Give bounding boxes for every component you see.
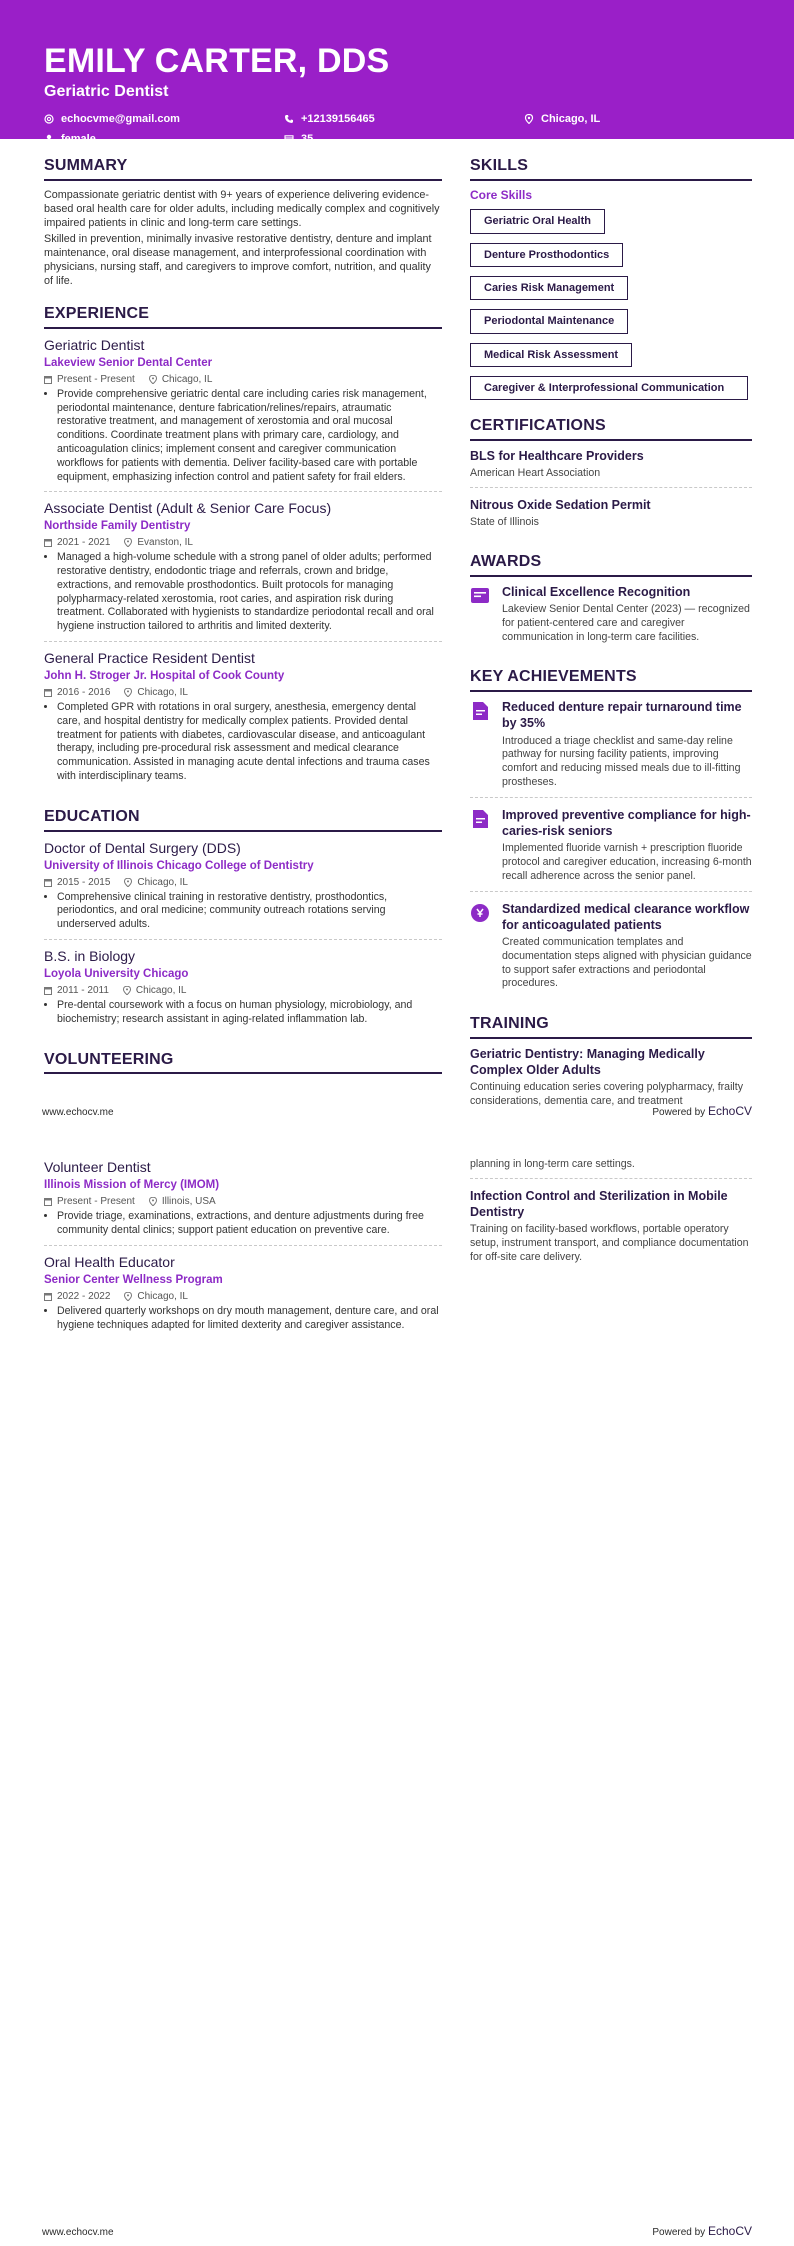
entry-meta xyxy=(44,876,442,889)
volunteer-role: Volunteer Dentist xyxy=(44,1159,151,1175)
entry-bullet: • Provide comprehensive geriatric dental care including caries risk management, periodontal maintenance, denture fabrication/relines/repairs, atraumatic restorative treatment, and management of xerostomia and oral mucosal conditions. Coordinate treatment plans with primary care, cardiology, and anticoagulation clinics; implement consent and caregiver communication workflows for patients with dementia. Deliver facility-based care with portable equipment, emphasizing infection control and patient safety for frail elders. xyxy=(57,388,442,484)
calendar-icon xyxy=(44,375,52,384)
awards-heading: AWARDS xyxy=(470,552,752,577)
education-entry xyxy=(44,947,442,1034)
achievement-title: Standardized medical clearance workflow for anticoagulated patients xyxy=(502,901,750,932)
employer: Northside Family Dentistry xyxy=(44,520,191,533)
entry-dates: 2016 - 2016 xyxy=(57,687,111,699)
achievement-title: Improved preventive compliance for high-caries-risk seniors xyxy=(502,807,751,838)
location-pin-icon xyxy=(524,114,534,124)
location-pin-icon xyxy=(124,688,132,697)
achievements-heading: KEY ACHIEVEMENTS xyxy=(470,667,752,692)
summary-section xyxy=(44,156,442,288)
age-text: 35 xyxy=(301,133,314,146)
powered-by-text: Powered by xyxy=(652,2227,706,2238)
award-title: Clinical Excellence Recognition xyxy=(502,584,691,599)
entry-bullet: • Pre-dental coursework with a focus on human physiology, microbiology, and biochemistry; research assistant in aging-related inflammation lab. xyxy=(57,999,442,1027)
volunteer-org: Senior Center Wellness Program xyxy=(44,1273,223,1286)
training-title: Geriatric Dentistry: Managing Medically Complex Older Adults xyxy=(470,1046,705,1078)
skill-tag: Denture Prosthodontics xyxy=(470,243,623,267)
entry-location: Illinois, USA xyxy=(161,1196,216,1208)
entry-meta xyxy=(44,686,442,699)
skills-heading: SKILLS xyxy=(470,156,752,181)
calendar-icon xyxy=(44,538,52,547)
footer-brand-logo[interactable]: EchoCV xyxy=(707,2224,752,2238)
training-section xyxy=(470,1014,752,1109)
candidate-headline: Geriatric Dentist xyxy=(44,83,169,100)
job-title: General Practice Resident Dentist xyxy=(44,650,255,667)
skill-tag: Caries Risk Management xyxy=(470,276,628,300)
job-title: Associate Dentist (Adult & Senior Care Focus) xyxy=(44,500,332,517)
entry-location: Chicago, IL xyxy=(135,985,187,997)
entry-location: Evanston, IL xyxy=(137,537,193,549)
certification-issuer: American Heart Association xyxy=(470,467,601,480)
at-icon xyxy=(44,114,54,124)
volunteering-heading: VOLUNTEERING xyxy=(44,1050,442,1075)
contact-gender xyxy=(44,132,284,146)
awards-section xyxy=(470,552,752,651)
location-pin-icon xyxy=(123,986,131,995)
summary-heading: SUMMARY xyxy=(44,156,442,181)
achievement-title: Reduced denture repair turnaround time by 35% xyxy=(502,700,742,731)
right-column xyxy=(470,156,752,1123)
volunteer-role: Oral Health Educator xyxy=(44,1253,175,1270)
calendar-icon xyxy=(284,134,294,144)
entry-dates: 2021 - 2021 xyxy=(57,537,111,549)
coin-icon xyxy=(470,903,490,923)
certification-title: BLS for Healthcare Providers xyxy=(470,448,644,463)
entry-location: Chicago, IL xyxy=(137,687,188,699)
award-entry xyxy=(470,584,752,652)
contact-location xyxy=(524,112,724,126)
summary-paragraph: Compassionate geriatric dentist with 9+ years of experience delivering evidence-based oral health care for older adults, including medically complex and cognitively impaired patients in clinic and long-term care settings. xyxy=(44,188,440,229)
certification-title: Nitrous Oxide Sedation Permit xyxy=(470,497,651,512)
calendar-icon xyxy=(44,1292,52,1301)
degree-title: Doctor of Dental Surgery (DDS) xyxy=(44,839,241,856)
contact-list xyxy=(44,112,750,147)
location-pin-icon xyxy=(149,375,157,384)
training-description: Continuing education series covering polypharmacy, frailty considerations, dementia care, and treatment xyxy=(470,1081,744,1108)
contact-email[interactable] xyxy=(44,112,284,126)
phone-icon xyxy=(284,114,294,124)
skills-section xyxy=(470,156,752,400)
entry-bullet: • Delivered quarterly workshops on dry mouth management, denture care, and oral hygiene techniques adapted for limited dexterity and caregiver assistance. xyxy=(57,1305,442,1333)
entry-meta xyxy=(44,1195,442,1208)
summary-paragraph: Skilled in prevention, minimally invasive restorative dentistry, denture and implant maintenance, oral disease management, and interprofessional coordination with physicians, nursing staff, and caregivers to improve comfort, nutrition, and quality of life. xyxy=(44,232,432,287)
resume-page-2 xyxy=(0,1123,794,2246)
candidate-name: EMILY CARTER, DDS xyxy=(44,42,390,80)
calendar-icon xyxy=(44,986,52,995)
skill-tag: Geriatric Oral Health xyxy=(470,209,605,233)
entry-dates: 2022 - 2022 xyxy=(57,1290,111,1302)
skill-tag: Caregiver & Interprofessional Communication xyxy=(470,376,748,400)
employer: Lakeview Senior Dental Center xyxy=(44,357,213,369)
certification-entry xyxy=(470,497,752,536)
location-pin-icon xyxy=(124,1292,132,1301)
entry-location: Chicago, IL xyxy=(161,373,213,385)
entry-meta xyxy=(44,984,442,997)
left-column xyxy=(44,1158,442,1346)
volunteering-section xyxy=(44,1050,442,1075)
calendar-icon xyxy=(44,1197,52,1206)
entry-location: Chicago, IL xyxy=(137,1290,188,1302)
experience-section xyxy=(44,304,442,791)
certification-issuer: State of Illinois xyxy=(470,516,539,529)
training-heading: TRAINING xyxy=(470,1014,752,1039)
experience-entry xyxy=(44,649,442,791)
skill-tag: Periodontal Maintenance xyxy=(470,309,628,333)
phone-text: +12139156465 xyxy=(301,113,375,125)
skill-tag: Medical Risk Assessment xyxy=(470,343,632,367)
job-title: Geriatric Dentist xyxy=(44,336,145,353)
education-entry xyxy=(44,839,442,940)
page-footer xyxy=(42,2224,752,2240)
achievement-entry xyxy=(470,807,752,892)
page-footer xyxy=(42,1104,752,1120)
entry-meta xyxy=(44,1290,442,1303)
education-section xyxy=(44,807,442,1034)
achievement-description: Implemented fluoride varnish + prescription fluoride protocol and caregiver education, increasing 6-month recall adherence across the senior panel. xyxy=(502,842,752,882)
certification-entry xyxy=(470,448,752,488)
calendar-icon xyxy=(44,878,52,887)
resume-header xyxy=(0,0,794,146)
training-description: Training on facility-based workflows, portable operatory setup, instrument transport, and compliance documentation for off-site care delivery. xyxy=(470,1223,749,1263)
document-icon xyxy=(470,809,490,829)
entry-dates: Present - Present xyxy=(57,1196,135,1208)
training-entry xyxy=(470,1188,752,1271)
footer-site-link[interactable]: www.echocv.me xyxy=(42,1107,114,1118)
experience-entry xyxy=(44,336,442,492)
volunteering-entry xyxy=(44,1253,442,1340)
footer-brand-logo[interactable]: EchoCV xyxy=(707,1104,752,1118)
entry-bullet: • Completed GPR with rotations in oral surgery, anesthesia, emergency dental care, and hospital dentistry for medically complex patients. Provided dental treatment for patients with diabetes, cardiovascular disease, and anticoagulant therapy, including pre-procedural risk assessment and medical clearance communication. Assisted in managing acute dental infections and trauma cases with interdisciplinary teams. xyxy=(57,701,442,784)
email-text: echocvme@gmail.com xyxy=(61,113,180,125)
entry-meta xyxy=(44,536,442,549)
location-pin-icon xyxy=(149,1197,157,1206)
award-description: Lakeview Senior Dental Center (2023) — recognized for patient-centered care and caregiver communication in long-term care facilities. xyxy=(502,603,750,643)
footer-site-link[interactable]: www.echocv.me xyxy=(42,2227,114,2238)
achievement-entry xyxy=(470,901,752,999)
document-icon xyxy=(470,701,490,721)
experience-entry xyxy=(44,499,442,642)
education-heading: EDUCATION xyxy=(44,807,442,832)
school: University of Illinois Chicago College of Dentistry xyxy=(44,859,314,872)
employer: John H. Stroger Jr. Hospital of Cook County xyxy=(44,670,285,683)
page-1-columns xyxy=(44,156,752,1123)
entry-bullet: • Comprehensive clinical training in restorative dentistry, prosthodontics, periodontics, and oral medicine; community outreach rotations serving underserved adults. xyxy=(57,891,442,932)
entry-dates: Present - Present xyxy=(57,373,135,385)
school: Loyola University Chicago xyxy=(44,968,189,981)
achievement-entry xyxy=(470,699,752,798)
achievement-description: Created communication templates and documentation steps aligned with physician guidance to support safer extractions and periodontal procedures. xyxy=(502,936,752,990)
achievement-description: Introduced a triage checklist and same-day reline pathway for nursing facility patients, improving comfort and reducing missed meals due to ill-fitting prostheses. xyxy=(502,734,741,788)
skills-subhead: Core Skills xyxy=(470,187,533,202)
left-column xyxy=(44,156,442,1123)
certifications-heading: CERTIFICATIONS xyxy=(470,416,752,441)
right-column xyxy=(470,1158,752,1346)
contact-age xyxy=(284,132,524,146)
id-card-icon xyxy=(470,586,490,606)
entry-bullet: • Managed a high-volume schedule with a strong panel of older adults; performed restorative dentistry, endodontic triage and referrals, crown and bridge, extractions, and removable prosthodontics. Built protocols for managing polypharmacy-related xerostomia, root caries, and aspiration risk during treatment. Collaborated with hygienists to standardize periodontal recall and oral hygiene instruction tailored to arthritis and limited dexterity. xyxy=(57,551,442,634)
powered-by-text: Powered by xyxy=(652,1107,706,1118)
gender-text: female xyxy=(61,133,96,146)
location-pin-icon xyxy=(124,878,132,887)
location-pin-icon xyxy=(124,538,132,547)
page-2-columns xyxy=(44,1158,752,1346)
user-icon xyxy=(44,134,54,144)
degree-title: B.S. in Biology xyxy=(44,947,136,964)
training-title: Infection Control and Sterilization in Mobile Dentistry xyxy=(470,1188,728,1220)
skill-list xyxy=(470,209,752,400)
entry-location: Chicago, IL xyxy=(137,876,188,888)
entry-meta xyxy=(44,373,442,386)
entry-dates: 2015 - 2015 xyxy=(57,876,111,888)
experience-heading: EXPERIENCE xyxy=(44,304,442,329)
volunteer-org: Illinois Mission of Mercy (IMOM) xyxy=(44,1179,220,1192)
location-text: Chicago, IL xyxy=(541,113,601,125)
calendar-icon xyxy=(44,688,52,697)
entry-dates: 2011 - 2011 xyxy=(57,985,109,997)
contact-phone[interactable] xyxy=(284,112,524,126)
entry-bullet: • Provide triage, examinations, extractions, and denture adjustments during free community dental clinics; support patient education on preventive care. xyxy=(57,1210,442,1238)
certifications-section xyxy=(470,416,752,536)
volunteering-entry xyxy=(44,1158,442,1246)
training-description: planning in long-term care settings. xyxy=(470,1158,635,1170)
achievements-section xyxy=(470,667,752,998)
training-entry-continued xyxy=(470,1158,752,1179)
